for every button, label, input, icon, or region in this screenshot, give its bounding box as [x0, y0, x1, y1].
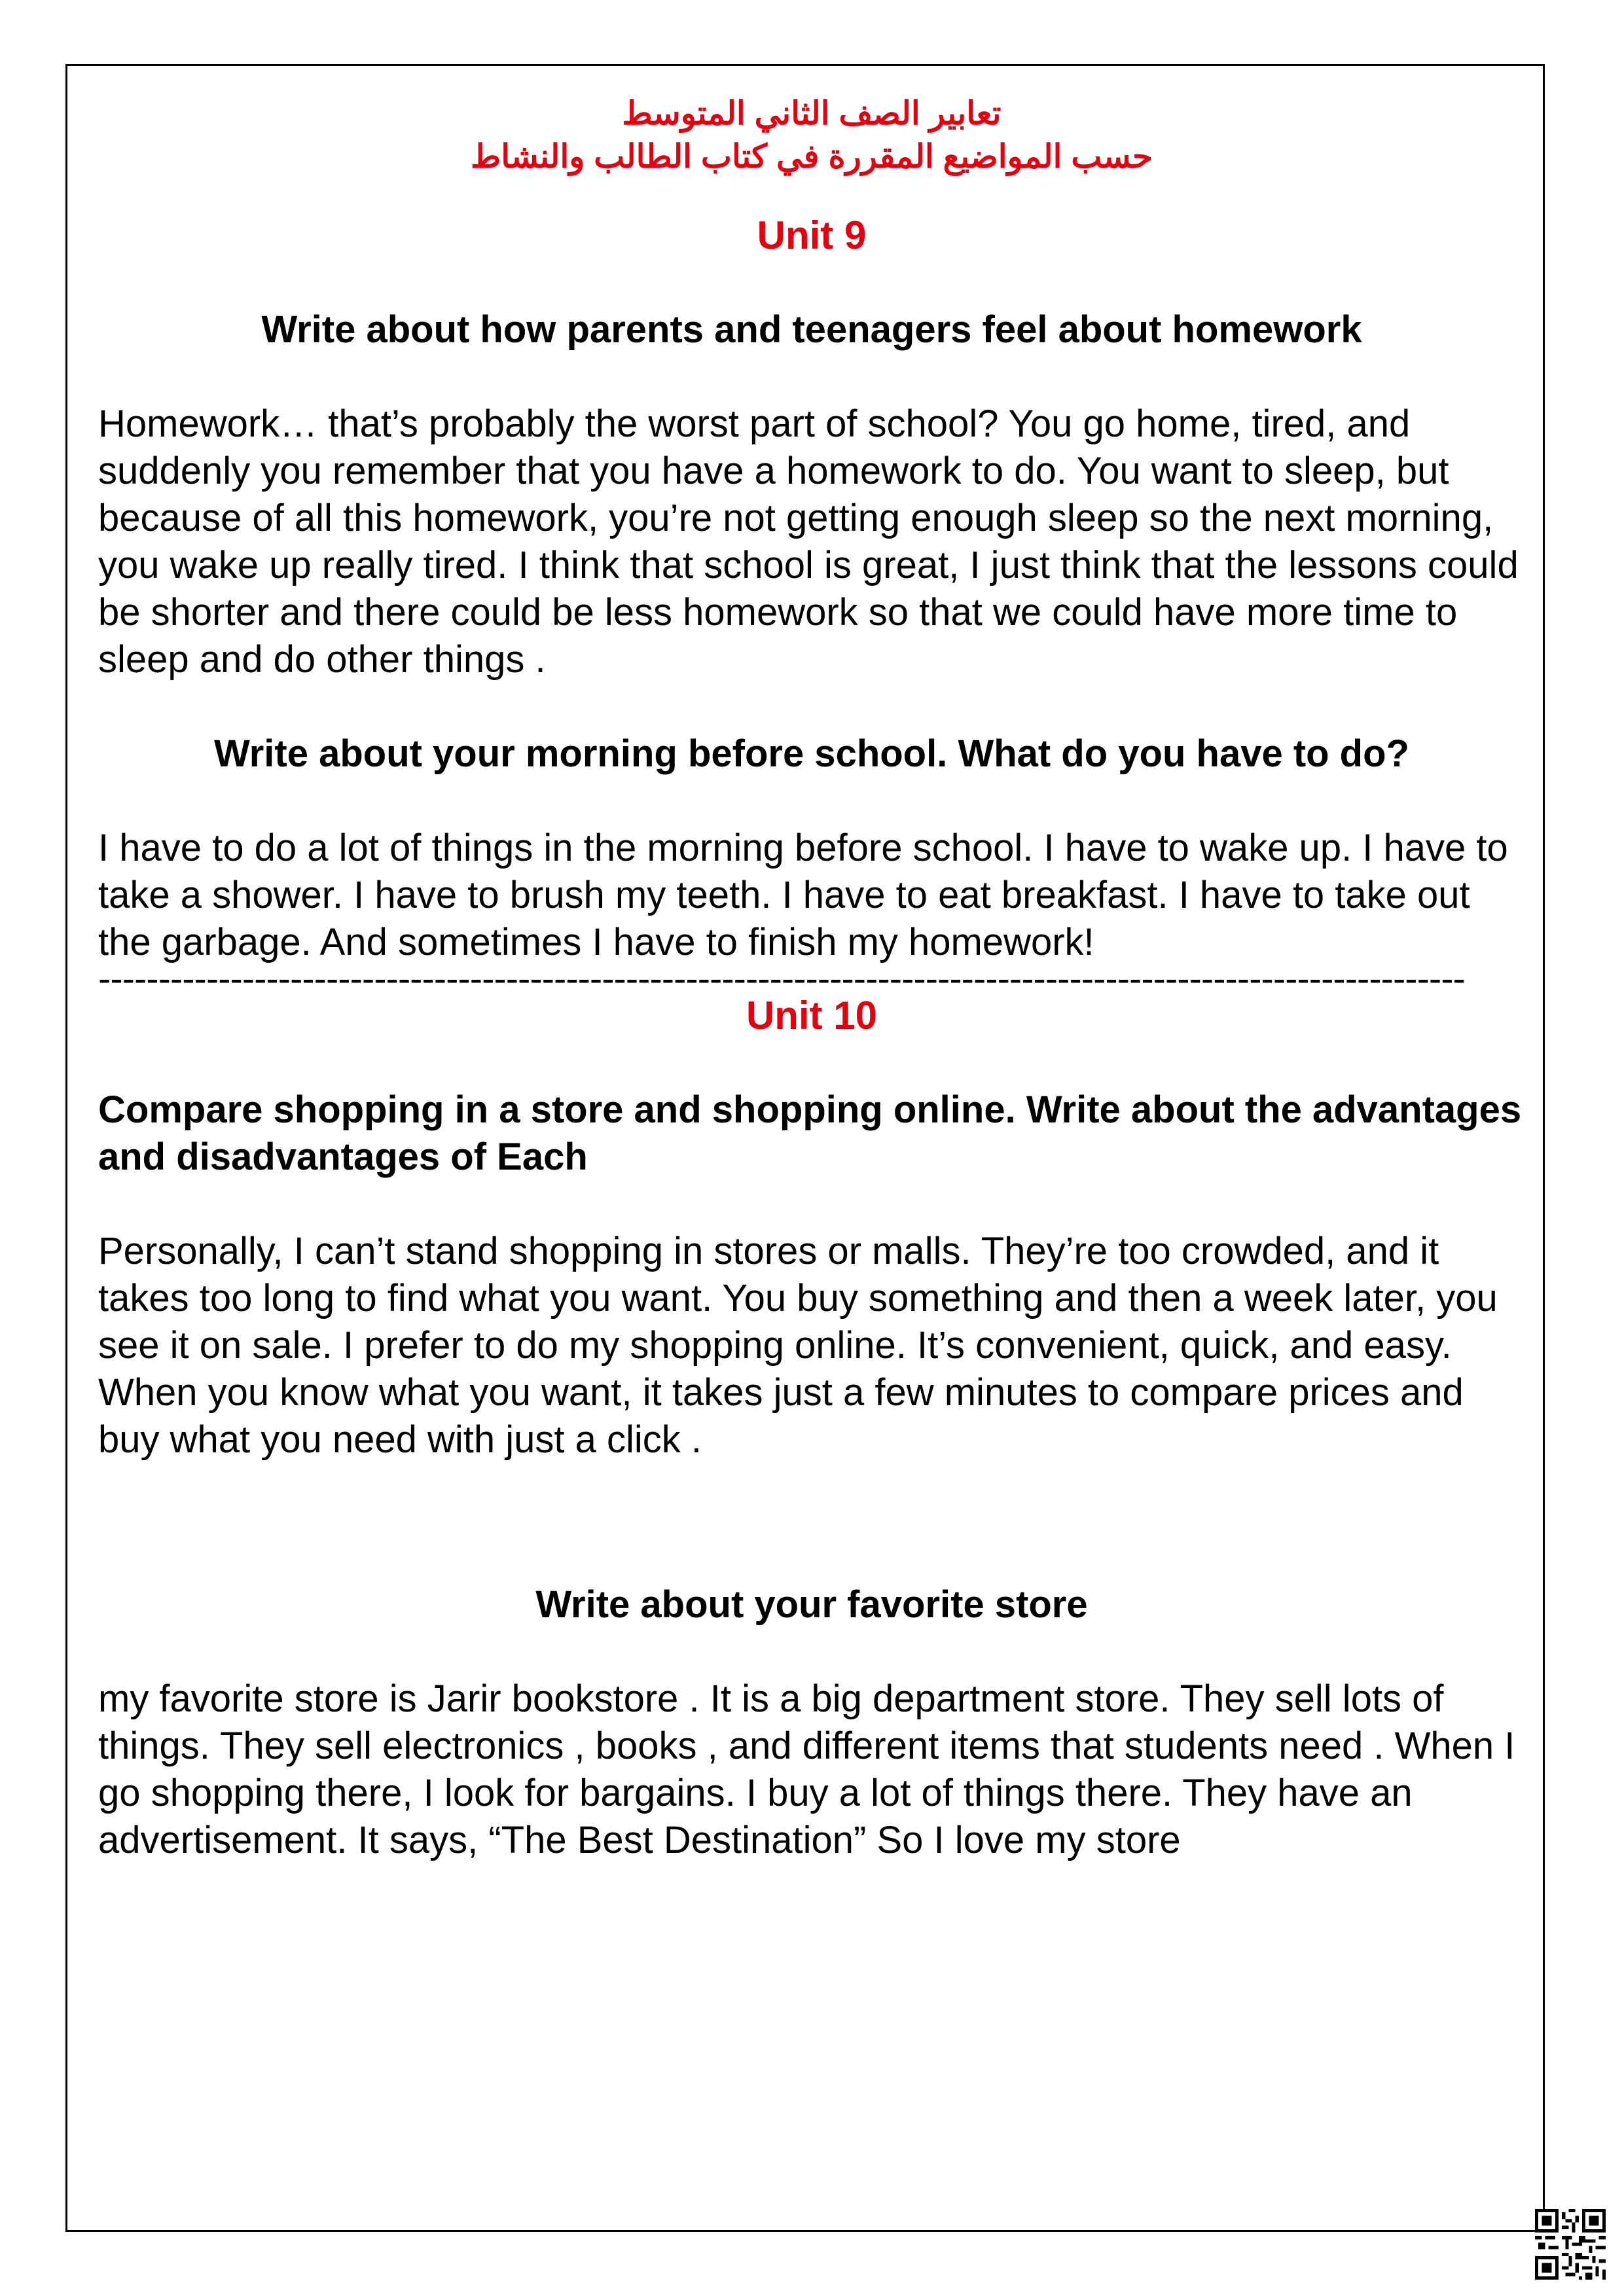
unit-9-answer-homework: Homework… that’s probably the worst part of school? You go home, tired, and suddenly you remember that you have a homework to do. You want to sleep, but because of all this homework, you’re not getting enough sleep so the next morning, you wake up really tired. I think that school is great, I just think that the lessons could be shorter and there could be less homework so that we could have more time to sleep and do other things .: [98, 403, 1519, 681]
arabic-heading-line-1: تعابير الصف الثاني المتوسط: [622, 95, 1001, 132]
unit-10-question-favorite-store: Write about your favorite store: [535, 1583, 1088, 1626]
arabic-heading-line-2: حسب المواضيع المقررة في كتاب الطالب والنشاط: [470, 138, 1153, 175]
document-content: [98, 92, 1525, 1864]
unit-10-question-shopping: Compare shopping in a store and shopping online. Write about the advantages and disadvantages of Each: [98, 1088, 1522, 1178]
unit-9-question-homework: Write about how parents and teenagers feel about homework: [261, 308, 1362, 351]
unit-10-answer-shopping: Personally, I can’t stand shopping in stores or malls. They’re too crowded, and it takes too long to find what you want. You buy something and then a week later, you see it on sale. I prefer to do my shopping online. It’s convenient, quick, and easy. When you know what you want, it takes just a few minutes to compare prices and buy what you need with just a click .: [98, 1230, 1498, 1461]
unit-10-title: Unit 10: [746, 994, 878, 1037]
unit-9-question-morning: Write about your morning before school. What do you have to do?: [214, 732, 1409, 775]
unit-9-title: Unit 9: [757, 213, 867, 257]
unit-10-answer-favorite-store: my favorite store is Jarir bookstore . It is a big department store. They sell lots of things. They sell electronics , books , and different items that students need . When I go shopping there, I look for bargains. I buy a lot of things there. They have an advertisement. It says, “The Best Destination” So I love my store: [98, 1677, 1515, 1861]
unit-9-answer-morning: I have to do a lot of things in the morning before school. I have to wake up. I have to take a shower. I have to brush my teeth. I have to eat breakfast. I have to take out the garbage. And sometimes I have to finish my homework!: [98, 827, 1508, 963]
qr-code-icon: [1535, 2209, 1606, 2280]
section-divider: ------------------------------------------------------------------------------------------------------------------: [98, 966, 1465, 992]
